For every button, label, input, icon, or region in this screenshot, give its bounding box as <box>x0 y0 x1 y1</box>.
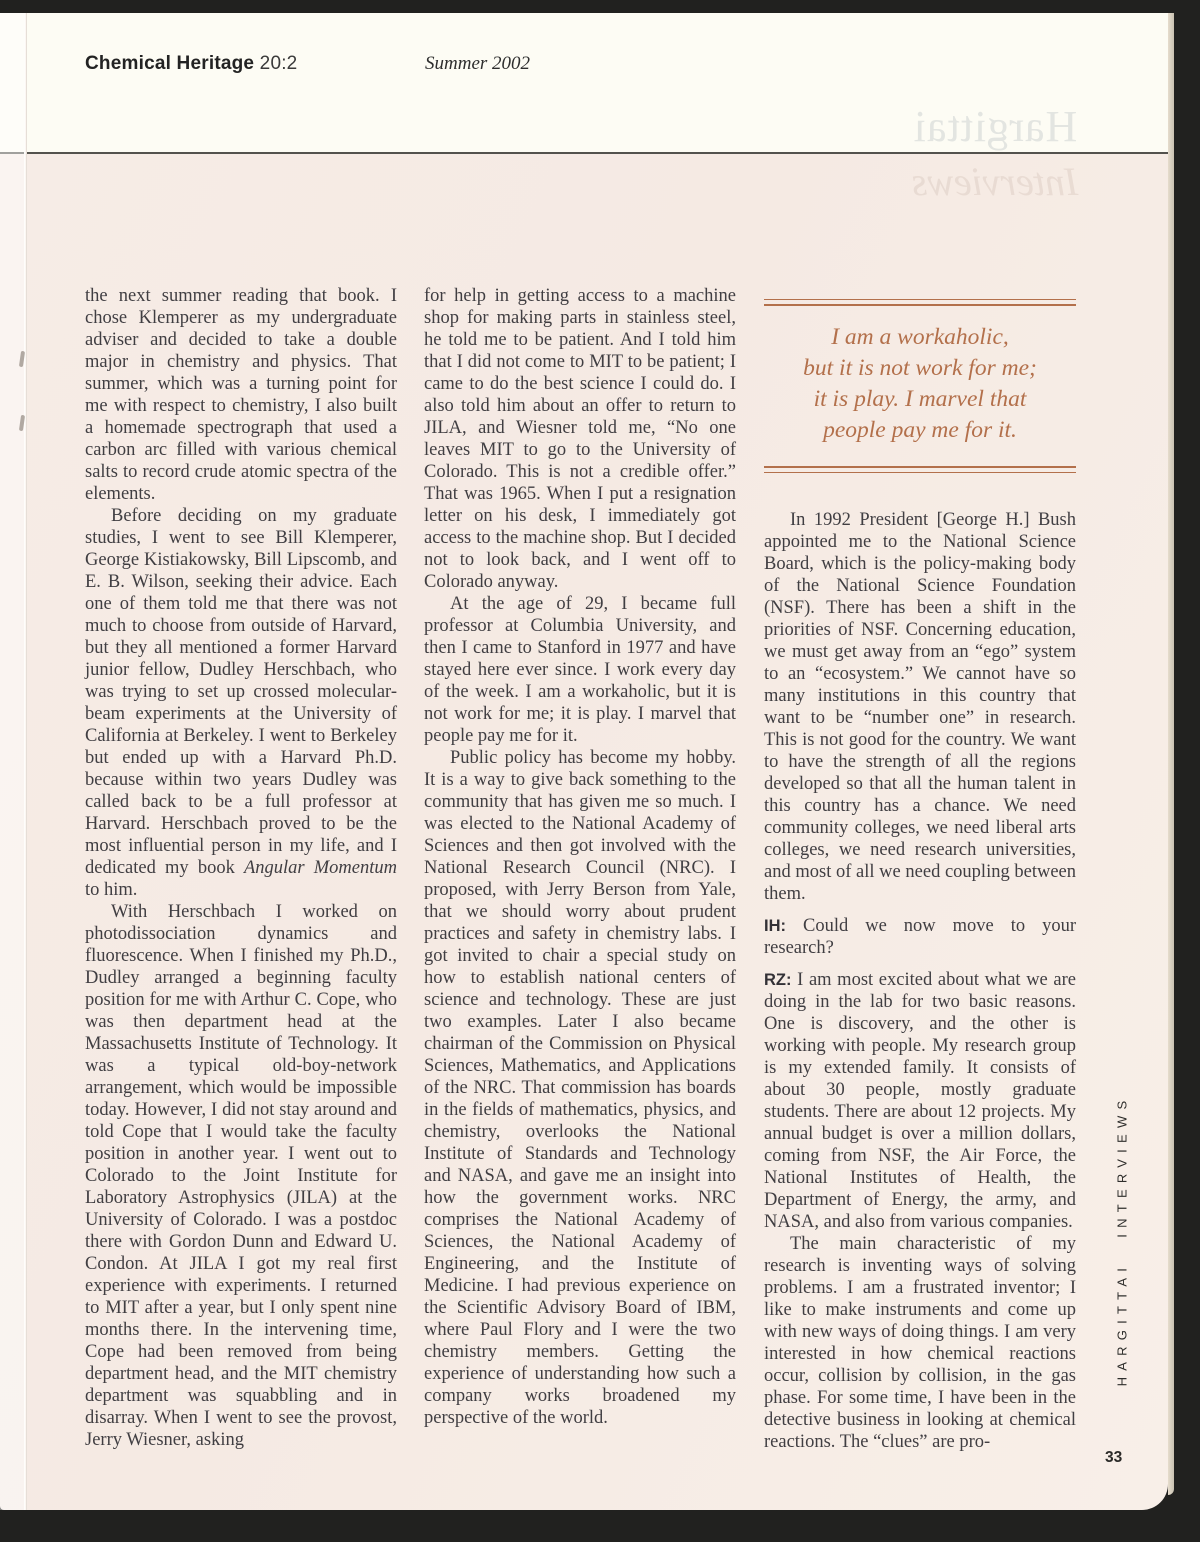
article-paragraph: The main characteristic of my research is inventing ways of solving problems. I am a frustrated inventor; I like to make instruments and come up with new ways of doing things. I am very interested in how chemical reactions occur, collision by collision, in the gas phase. For some time, I have been in the detective business in looking at chemical reactions. The “clues” are pro- <box>764 1234 1076 1452</box>
magazine-page <box>0 13 1168 1510</box>
running-header <box>0 13 1168 154</box>
article-paragraph: With Herschbach I worked on photodissociation dynamics and fluorescence. When I finished my Ph.D., Dudley arranged a beginning faculty position for me with Arthur C. Cope, who was then department head at the Massachusetts Institute of Technology. It was a typical old-boy-network arrangement, which would be impossible today. However, I did not stay around and told Cope that I would take the faculty position in another year. I went out to Colorado to the Joint Institute for Laboratory Astrophysics (JILA) at the University of Colorado. I was a postdoc there with Gordon Dunn and Edward U. Condon. At JILA I got my real first experience with experiments. I returned to MIT after a year, but I only spent nine months there. In the intervening time, Cope had been removed from being department head, and the MIT chemistry department was squabbling and in disarray. When I went to see the provost, Jerry Wiesner, asking <box>85 902 397 1450</box>
page-edge <box>1168 13 1174 1495</box>
journal-title <box>85 53 297 75</box>
text-column-3 <box>764 285 1076 1453</box>
pull-quote-line: I am a workaholic, <box>831 324 1009 350</box>
ghost-line-2: Interviews <box>911 159 1079 204</box>
paragraph-text: to him. <box>85 880 138 900</box>
pull-quote <box>764 299 1076 473</box>
article-paragraph: Public policy has become my hobby. It is a way to give back something to the community that has given me so much. I was elected to the National Academy of Sciences and then got involved with the National Research Council (NRC). I proposed, with Jerry Berson from Yale, that we should worry about prudent practices and safety in chemistry labs. I got invited to chair a special study on how to establish national centers of science and technology. These are just two examples. Later I also became chairman of the Commission on Physical Sciences, Mathematics, and Applications of the NRC. That commission has boards in the fields of mathematics, physics, and chemistry, overlooks the National Institute of Standards and Technology and NASA, and gave me an insight into how the government works. NRC comprises the National Academy of Sciences, the National Academy of Engineering, and the Institute of Medicine. I had previous experience on the Scientific Advisory Board of IBM, where Paul Flory and I were the two chemistry members. Getting the experience of understanding how such a company works broadened my perspective of the world. <box>424 748 736 1428</box>
pull-quote-line: it is play. I marvel that <box>813 386 1027 412</box>
binding-crease <box>24 13 27 1510</box>
pull-quote-line: but it is not work for me; <box>803 355 1037 381</box>
journal-name: Chemical Heritage <box>85 53 255 74</box>
pull-quote-line: people pay me for it. <box>823 417 1017 443</box>
pull-quote-text <box>764 306 1076 466</box>
ghost-line-1: Hargittai <box>912 102 1078 151</box>
article-paragraph: At the age of 29, I became full professor at Columbia University, and then I came to Stanford in 1977 and have stayed here ever since. I work every day of the week. I am a workaholic, but it is not work for me; it is play. I marvel that people pay me for it. <box>424 594 736 746</box>
interviewer-initials: IH: <box>764 917 786 935</box>
article-paragraph <box>85 505 397 901</box>
journal-issue: 20:2 <box>259 53 298 74</box>
interviewee-answer <box>764 969 1076 1233</box>
interviewer-question <box>764 915 1076 959</box>
text-column-1 <box>85 285 397 1451</box>
issue-season: Summer 2002 <box>425 53 531 74</box>
pull-quote-rule-top <box>764 299 1076 306</box>
article-paragraph: In 1992 President [George H.] Bush appointed me to the National Science Board, which is the policy-making body of the National Science Foundation (NSF). There has been a shift in the priorities of NSF. Concerning education, we must get away from an “ego” system to an “ecosystem.” We cannot have so many institutions in this country that want to be “number one” in research. This is not good for the country. We want to have the strength of all the regions developed so that all the human talent in this country has a chance. We need community colleges, we need liberal arts colleges, we need research universities, and most of all we need coupling between them. <box>764 510 1076 904</box>
paragraph-text: Before deciding on my graduate studies, I went to see Bill Klemperer, George Kistiakowsky, Bill Lipscomb, and E. B. Wilson, seeking their advice. Each one of them told me that there was not much to choose from outside of Harvard, but they all mentioned a former Harvard junior fellow, Dudley Herschbach, who was trying to set up crossed molecular-beam experiments at the University of California at Berkeley. I went to Berkeley but ended up with a Harvard Ph.D. because within two years Dudley was called back to be a full professor at Harvard. Herschbach proved to be the most influential person in my life, and I dedicated my book <box>85 506 397 878</box>
book-title: Angular Momentum <box>243 858 398 878</box>
answer-text: I am most excited about what we are doing in the lab for two basic reasons. One is discovery, and the other is working with people. My research group is my extended family. It consists of about 30 people, mostly graduate students. There are about 12 projects. My annual budget is over a million dollars, coming from NSF, the Air Force, the National Institutes of Health, the Department of Energy, the army, and NASA, and also from various companies. <box>764 970 1076 1232</box>
article-paragraph: for help in getting access to a machine shop for making parts in stainless steel, he told me to be patient. And I told him that I did not come to MIT to be patient; I came to do the best science I could do. I also told him about an offer to return to JILA, and Wiesner told me, “No one leaves MIT to go to the University of Colorado. This is not a credible offer.” That was 1965. When I put a resignation letter on his desk, I immediately got access to the machine shop. But I decided not to look back, and I went off to Colorado anyway. <box>424 286 736 592</box>
article-paragraph: the next summer reading that book. I chose Klemperer as my undergraduate adviser and decided to take a double major in chemistry and physics. That summer, which was a turning point for me with respect to chemistry, I also built a homemade spectrograph that used a carbon arc filled with various chemical salts to record crude atomic spectra of the elements. <box>85 286 397 504</box>
page-gutter <box>0 13 24 1510</box>
question-text: Could we now move to your research? <box>764 916 1076 958</box>
interviewee-initials: RZ: <box>764 971 792 989</box>
section-vertical-label: HARGITTAI INTERVIEWS <box>1114 1094 1130 1387</box>
page-number: 33 <box>1105 1449 1123 1466</box>
pull-quote-rule-bottom <box>764 466 1076 473</box>
text-column-2 <box>424 285 736 1429</box>
